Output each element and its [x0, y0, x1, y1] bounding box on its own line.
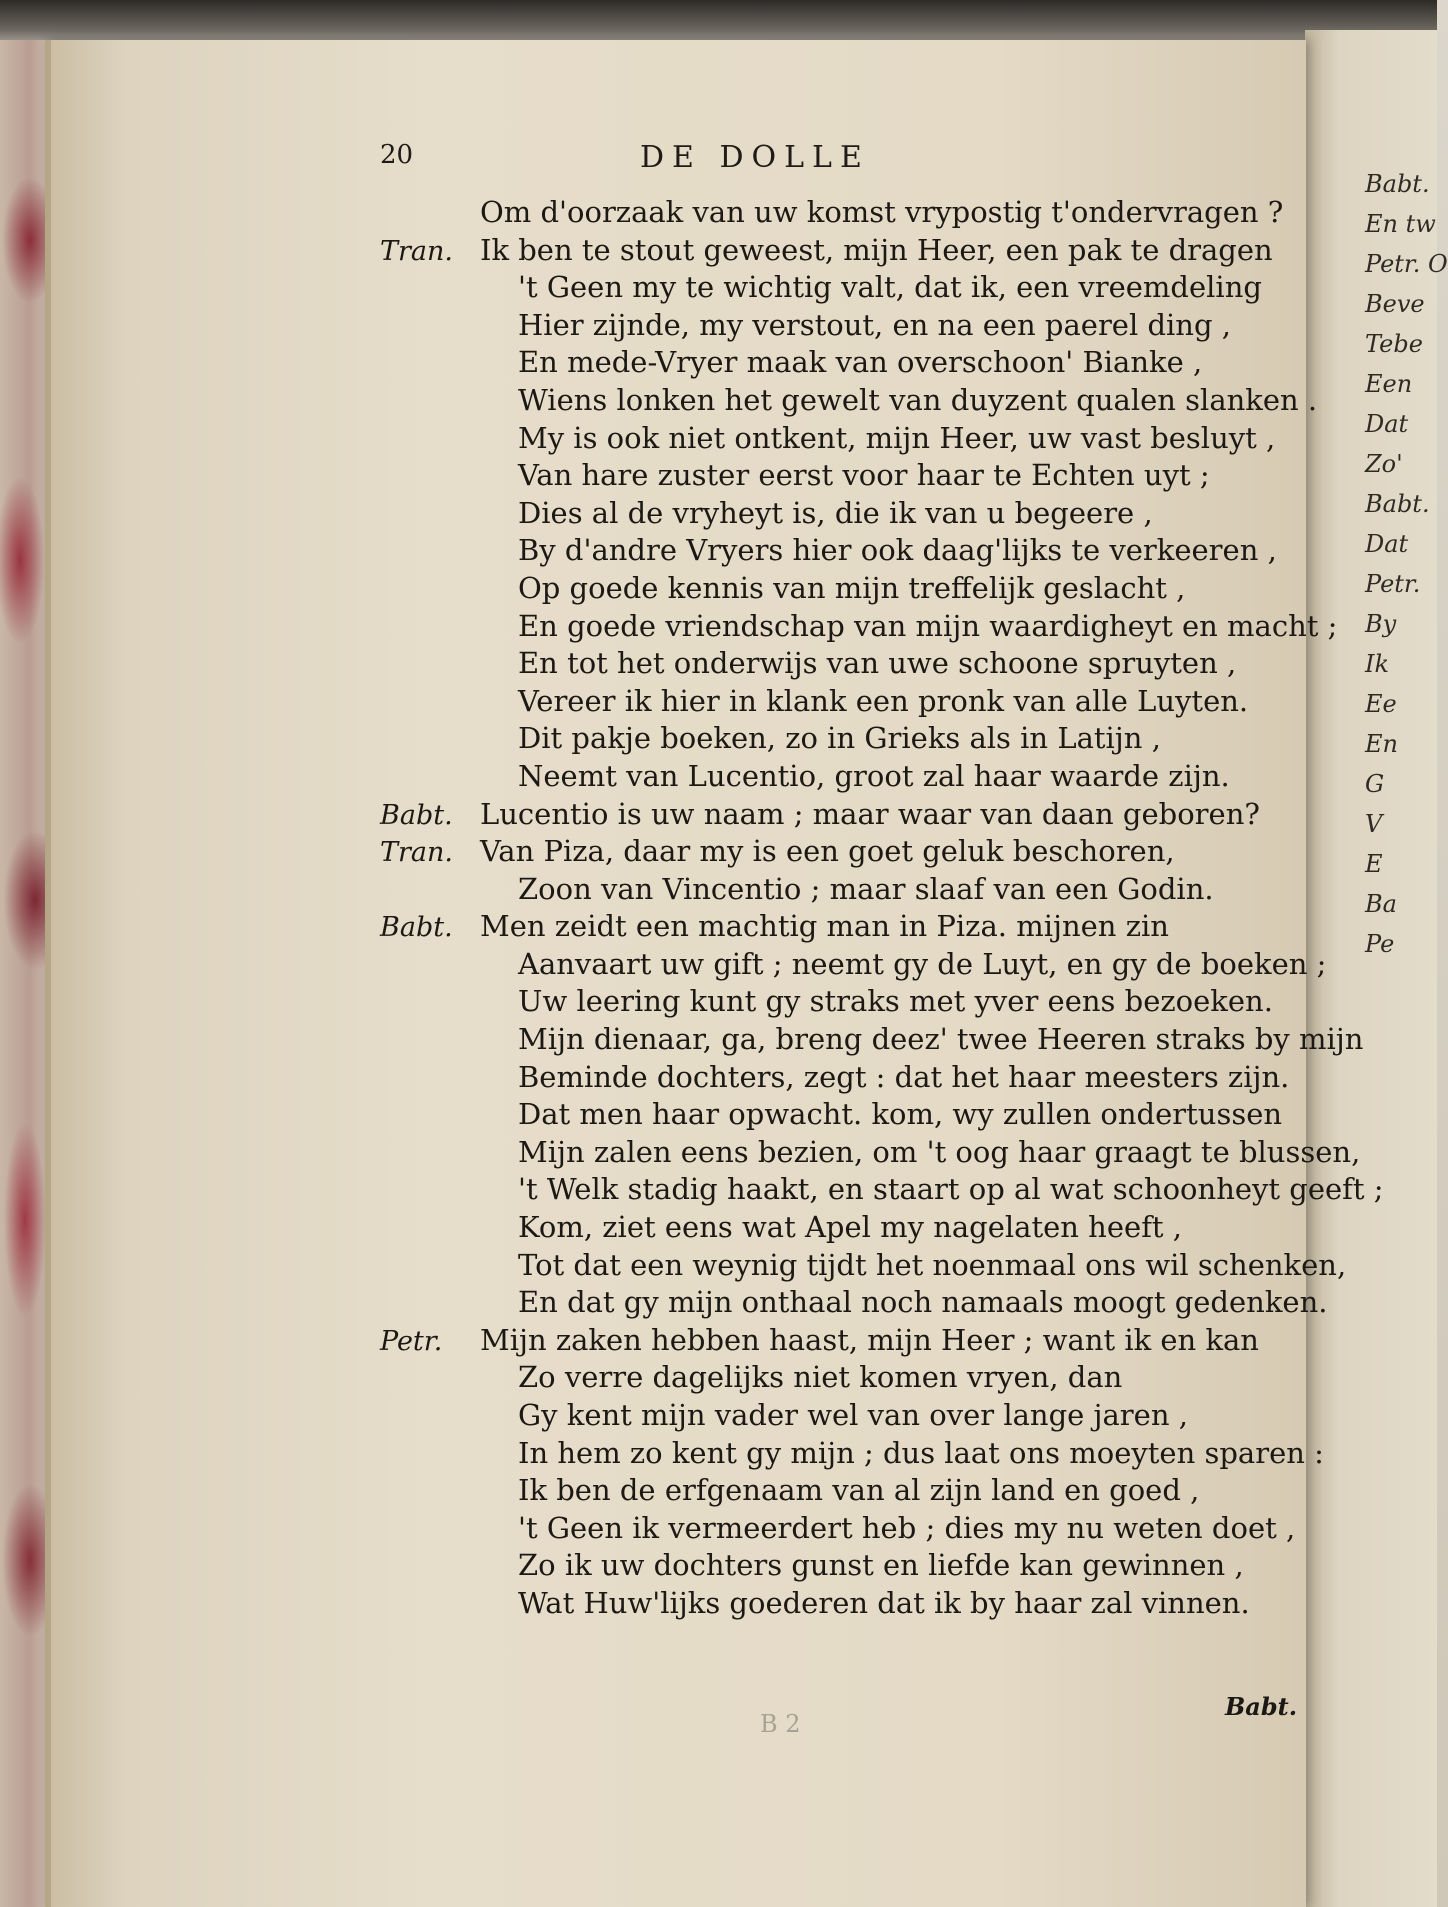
verse-line	[380, 833, 1300, 871]
catchword: Babt.	[1225, 1692, 1298, 1721]
verse-line	[380, 382, 1318, 420]
facing-page-fragment: Ik	[1365, 650, 1390, 678]
verse-line	[380, 344, 1300, 382]
verse-line	[380, 194, 1300, 232]
page-number: 20	[380, 140, 414, 170]
verse-line	[380, 1209, 1300, 1247]
facing-page-fragment: Petr.	[1365, 570, 1421, 598]
verse-line-text: Ik ben de erfgenaam van al zijn land en goed ,	[518, 1473, 1200, 1508]
verse-line	[380, 645, 1300, 683]
verse-line	[380, 269, 1300, 307]
verse-line-text: Men zeidt een machtig man in Piza. mijnen zin	[480, 909, 1169, 944]
facing-page-fragment: Een	[1365, 370, 1413, 398]
verse-line-text: 't Geen my te wichtig valt, dat ik, een vreemdeling	[518, 270, 1262, 305]
verse-line-text: Wiens lonken het gewelt van duyzent qualen slanken .	[518, 382, 1318, 417]
verse-line	[380, 307, 1300, 345]
facing-page-fragment: En tw	[1365, 210, 1436, 238]
verse-line-text: Van Piza, daar my is een goet geluk beschoren,	[480, 834, 1175, 869]
verse-line	[380, 758, 1300, 796]
verse-line-text: Mijn dienaar, ga, breng deez' twee Heeren straks by mijn	[518, 1022, 1364, 1057]
speaker-name: Babt.	[380, 799, 453, 831]
verse-line-text: Ik ben te stout geweest, mijn Heer, een pak te dragen	[480, 232, 1273, 267]
verse-line	[380, 796, 1300, 834]
verse-line	[380, 420, 1300, 458]
verse-line	[380, 1510, 1300, 1548]
verse-line	[380, 983, 1300, 1021]
speaker-name: Tran.	[380, 837, 453, 869]
facing-page-fragment: Beve	[1365, 290, 1425, 318]
verse-line-text: Dat men haar opwacht. kom, wy zullen ondertussen	[518, 1097, 1283, 1132]
page-header	[380, 140, 1200, 180]
facing-page-fragment: Petr. O	[1365, 250, 1448, 278]
verse-line-text: 't Geen ik vermeerdert heb ; dies my nu weten doet ,	[518, 1510, 1296, 1545]
verse-line	[380, 1247, 1347, 1285]
verse-line-text: Mijn zaken hebben haast, mijn Heer ; want ik en kan	[480, 1322, 1259, 1357]
facing-page-fragment: E	[1365, 850, 1383, 878]
verse-line	[380, 570, 1300, 608]
verse-line-text: Dit pakje boeken, zo in Grieks als in Latijn ,	[518, 721, 1161, 756]
speaker-name: Tran.	[380, 235, 453, 267]
facing-page-fragment: Ba	[1365, 890, 1397, 918]
verse-line	[380, 1096, 1300, 1134]
facing-page-fragment: Dat	[1365, 410, 1409, 438]
verse-line	[380, 1059, 1300, 1097]
facing-page-fragment: Ee	[1365, 690, 1397, 718]
verse-line	[380, 1435, 1324, 1473]
verse-line-text: Op goede kennis van mijn treffelijk geslacht ,	[518, 570, 1186, 605]
facing-page-fragment: En	[1365, 730, 1398, 758]
verse-line-text: Zoon van Vincentio ; maar slaaf van een Godin.	[518, 871, 1214, 906]
verse-line	[380, 946, 1327, 984]
verse-line-text: Gy kent mijn vader wel van over lange jaren ,	[518, 1398, 1188, 1432]
verse-line	[380, 232, 1300, 270]
verse-line-text: En tot het onderwijs van uwe schoone spruyten ,	[518, 646, 1237, 681]
verse-line-text: En dat gy mijn onthaal noch namaals moogt gedenken.	[518, 1285, 1328, 1320]
verse-line-text: Zo verre dagelijks niet komen vryen, dan	[518, 1360, 1123, 1395]
facing-page-fragment: Dat	[1365, 530, 1409, 558]
verse-line	[380, 908, 1300, 946]
verse-line	[380, 532, 1300, 570]
verse-line	[380, 871, 1300, 909]
verse-line	[380, 1322, 1300, 1360]
verse-line-text: Aanvaart uw gift ; neemt gy de Luyt, en gy de boeken ;	[518, 946, 1327, 981]
facing-page-fragment: By	[1365, 610, 1397, 638]
verse-line-text: Wat Huw'lijks goederen dat ik by haar zal vinnen.	[518, 1585, 1250, 1620]
verse-line-text: Vereer ik hier in klank een pronk van alle Luyten.	[518, 683, 1249, 718]
facing-page-fragment: Babt.	[1365, 170, 1430, 198]
verse-line	[380, 1171, 1384, 1209]
verse-line-text: Zo ik uw dochters gunst en liefde kan gewinnen ,	[518, 1548, 1244, 1583]
verse-line	[380, 1397, 1300, 1435]
verse-line-text: Kom, ziet eens wat Apel my nagelaten heeft ,	[518, 1210, 1183, 1245]
facing-page-fragment: V	[1365, 810, 1383, 838]
facing-page-fragment: Babt.	[1365, 490, 1430, 518]
verse-line	[380, 1547, 1300, 1585]
verse-line-text: Om d'oorzaak van uw komst vrypostig t'ondervragen ?	[480, 195, 1284, 229]
verse-line-text: Neemt van Lucentio, groot zal haar waarde zijn.	[518, 758, 1230, 793]
verse-line-text: Lucentio is uw naam ; maar waar van daan geboren?	[480, 796, 1260, 831]
verse-line-text: My is ook niet ontkent, mijn Heer, uw vast besluyt ,	[518, 420, 1276, 455]
speaker-name: Petr.	[380, 1325, 443, 1357]
verse-line-text: Beminde dochters, zegt : dat het haar meesters zijn.	[518, 1059, 1290, 1094]
verse-line	[380, 720, 1300, 758]
verse-line-text: Hier zijnde, my verstout, en na een paerel ding ,	[518, 307, 1231, 342]
signature-mark: B 2	[760, 1710, 801, 1738]
verse-line-text: By d'andre Vryers hier ook daag'lijks te verkeeren ,	[518, 533, 1277, 568]
verse-line	[380, 495, 1300, 533]
verse-line	[380, 1359, 1300, 1397]
verse-line-text: En mede-Vryer maak van overschoon' Bianke ,	[518, 345, 1203, 380]
verse-line	[380, 1472, 1300, 1510]
verse-line-text: En goede vriendschap van mijn waardigheyt en macht ;	[518, 608, 1338, 643]
verse-line-text: Dies al de vryheyt is, die ik van u begeere ,	[518, 495, 1153, 530]
facing-page-fragment: G	[1365, 770, 1385, 798]
facing-page-fragment: Pe	[1365, 930, 1395, 958]
verse-line-text: In hem zo kent gy mijn ; dus laat ons moeyten sparen :	[518, 1435, 1324, 1470]
verse-line-text: Mijn zalen eens bezien, om 't oog haar graagt te blussen,	[518, 1134, 1361, 1169]
verse-line-text: Van hare zuster eerst voor haar te Echten uyt ;	[518, 458, 1210, 493]
verse-line	[380, 1585, 1300, 1623]
facing-page-fragment: Zo'	[1365, 450, 1403, 478]
verse-line	[380, 1134, 1361, 1172]
verse-line-text: 't Welk stadig haakt, en staart op al wat schoonheyt geeft ;	[518, 1172, 1384, 1207]
facing-page-fragment: Tebe	[1365, 330, 1423, 358]
verse-line	[380, 683, 1300, 721]
running-title: DE DOLLE	[640, 140, 870, 175]
speaker-name: Babt.	[380, 912, 453, 944]
verse-line	[380, 457, 1300, 495]
verse-line	[380, 1284, 1328, 1322]
verse-line-text: Tot dat een weynig tijdt het noenmaal ons wil schenken,	[518, 1247, 1347, 1282]
verse-text	[380, 194, 1384, 1623]
verse-line	[380, 1021, 1364, 1059]
verse-line-text: Uw leering kunt gy straks met yver eens bezoeken.	[518, 984, 1273, 1019]
verse-line	[380, 608, 1338, 646]
